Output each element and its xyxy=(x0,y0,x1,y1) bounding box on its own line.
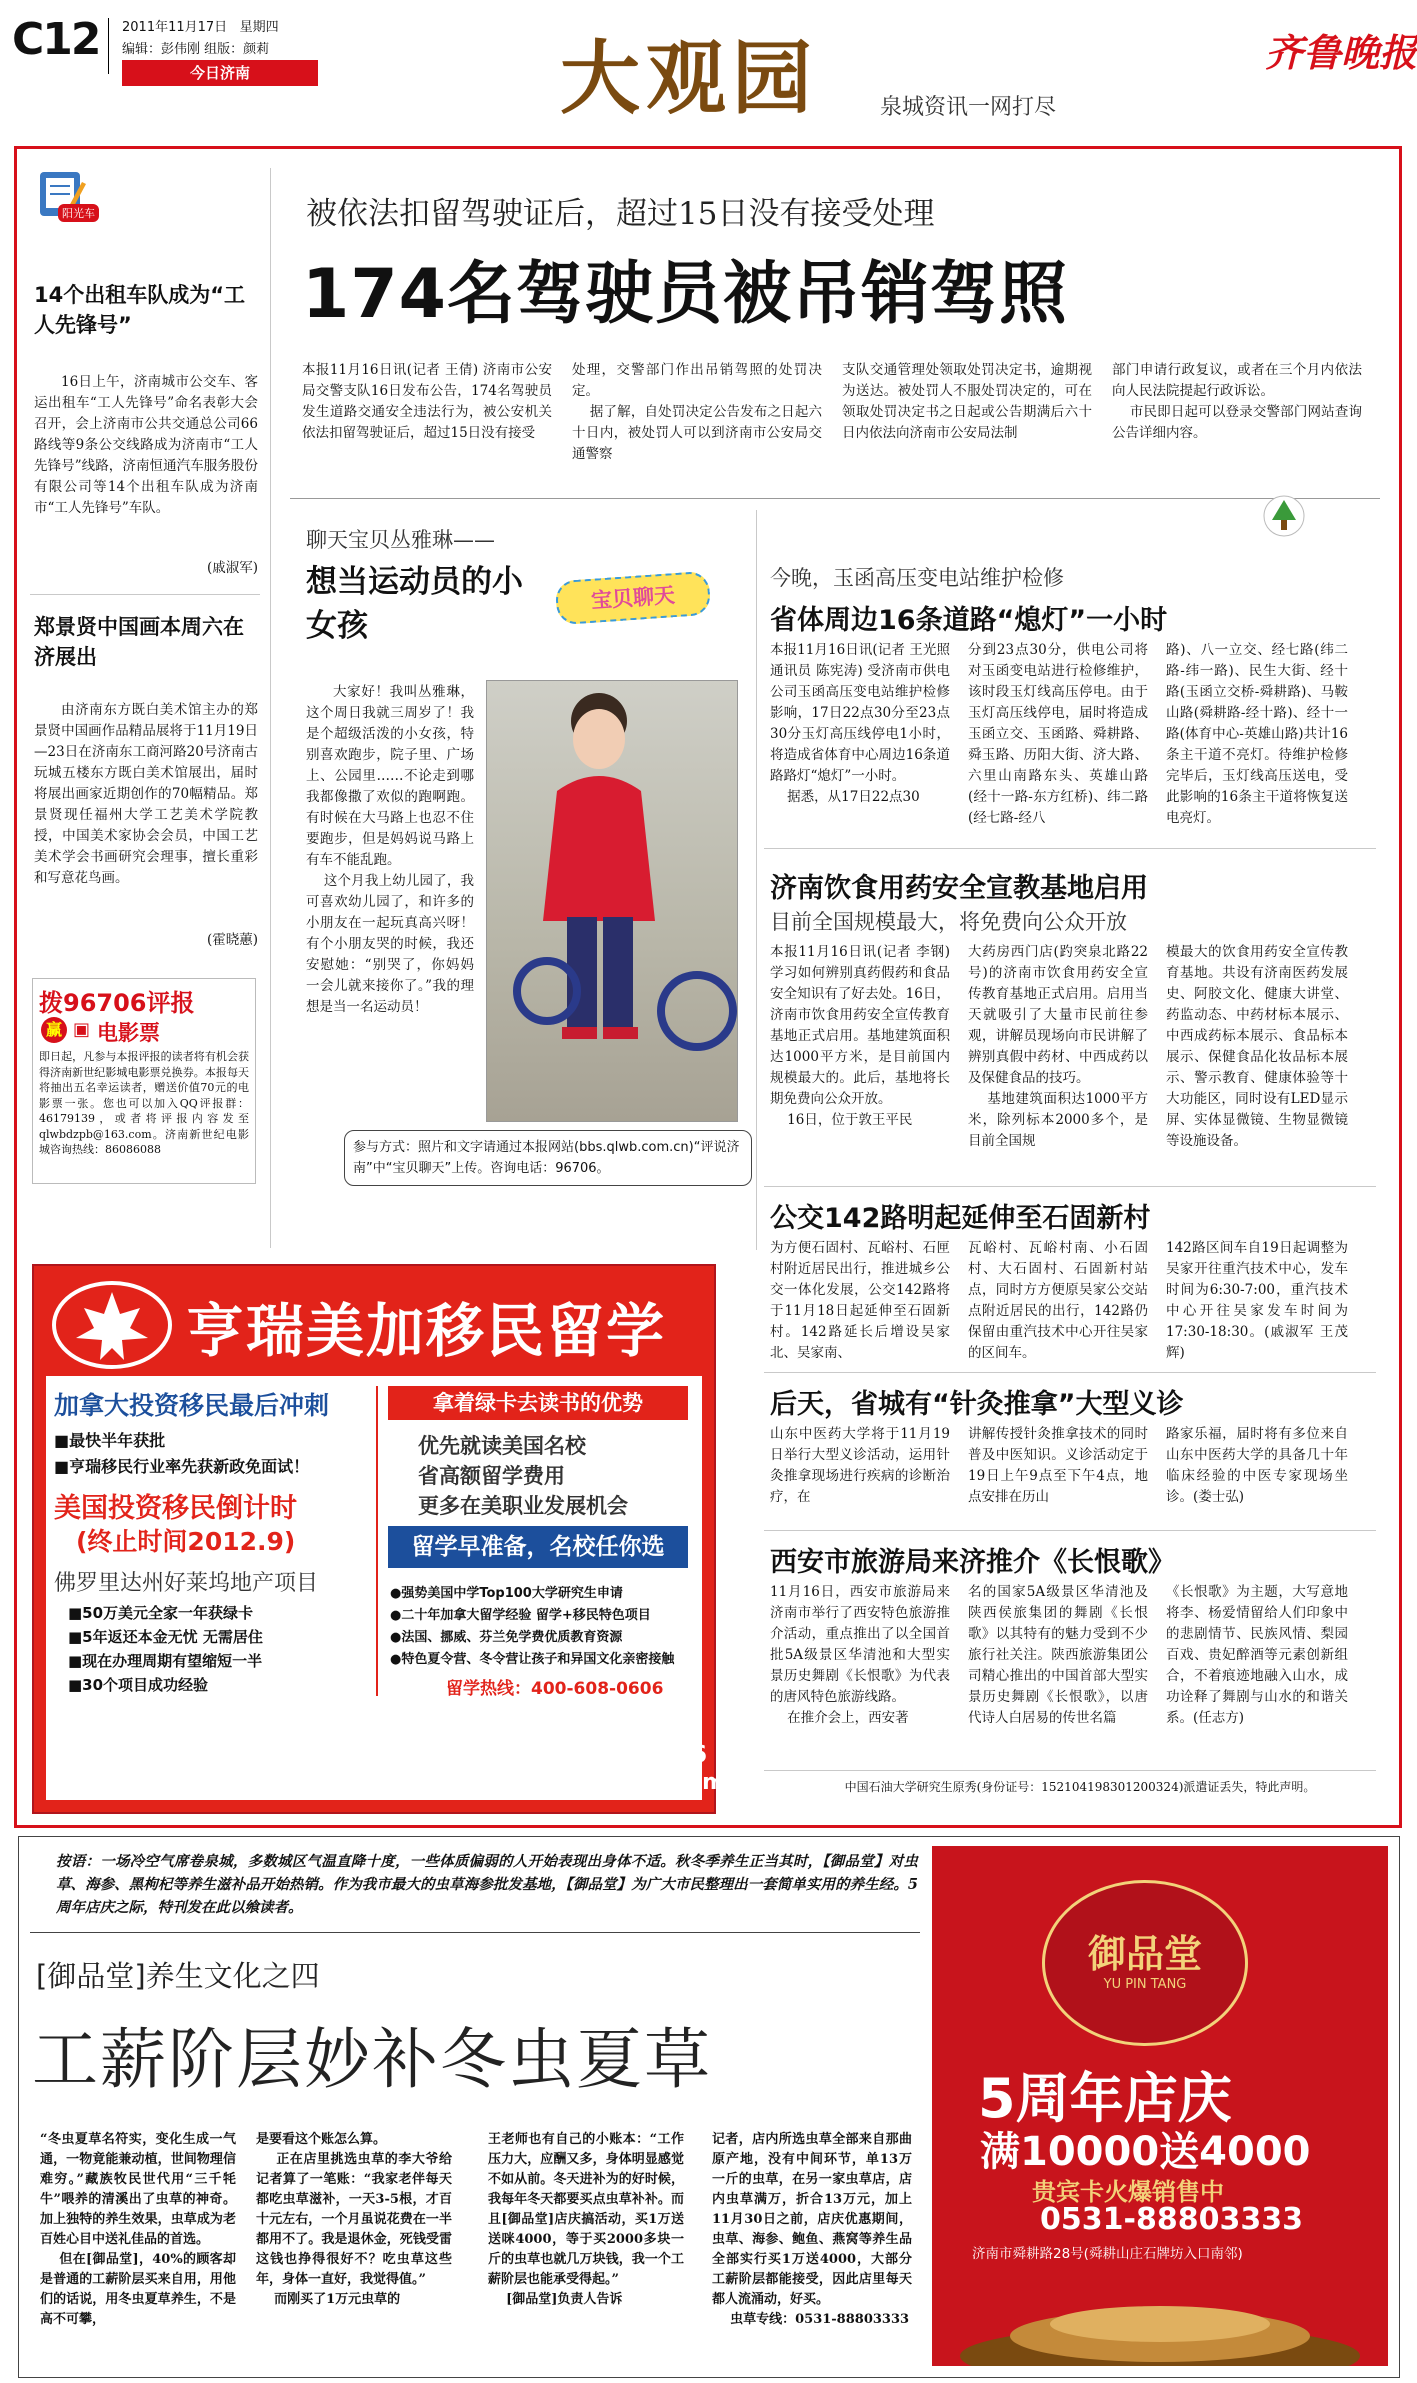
project-item-2: ■5年返还本金无忧 无需居住 xyxy=(68,1628,263,1646)
immigration-consult[interactable]: 咨询热线：0531-86916390 xyxy=(46,1742,363,1768)
power-col-2: 分到23点30分，供电公司将对玉函变电站进行检修维护，该时段玉灯线高压停电。由于玉灯高压线停电，届时将造成玉函立交、玉函路、舜耕路、舜玉路、历阳大街、济大路、六里山南路东头、英雄山路(经十一路-东方红桥)、纬二路(经七路-经八 xyxy=(968,642,1148,826)
power-col-3: 路)、八一立交、经七路(纬二路-纬一路)、民生大街、经十路(玉函立交桥-舜耕路)、马鞍山路(舜耕路-经十路)、经十一路(体育中心-英雄山路)共计16条主干道不亮灯。待维护检修完毕后，玉灯线高压送电，受此影响的16条主干道将恢复送电亮灯。 xyxy=(1166,642,1348,826)
food-subhead: 目前全国规模最大，将免费向公众开放 xyxy=(770,910,1127,934)
issue-date: 2011年11月17日 xyxy=(122,20,228,35)
sidebar-story2-byline: (霍晓蕙) xyxy=(206,932,258,948)
lost-notice: 中国石油大学研究生原秀(身份证号：152104198301200324)派遣证丢失，特此声明。 xyxy=(844,1780,1316,1794)
yupintang-logo-en: YU PIN TANG xyxy=(1103,1977,1187,1992)
sidebar-story1-title: 14个出租车队成为“工人先锋号” xyxy=(34,283,246,337)
tree-logo-icon xyxy=(1262,494,1306,542)
project-item-3: ■现在办理周期有望缩短一半 xyxy=(68,1652,263,1670)
baby-headline: 想当运动员的小女孩 xyxy=(306,564,523,644)
lead-col-3: 支队交通管理处领取处罚决定书，逾期视为送达。被处罚人不服处罚决定的，可在领取处罚决定书之日起或公告期满后六十日内依法向济南市公安局法制 xyxy=(842,362,1092,441)
baby-kicker: 聊天宝贝丛雅琳—— xyxy=(306,528,495,552)
baby-participation: 参与方式：照片和文字请通过本报网站(bbs.qlwb.com.cn)“评说济南”中“宝贝聊天”上传。咨询电话：96706。 xyxy=(344,1130,752,1186)
lead-col-2: 处理，交警部门作出吊销驾照的处罚决定。 据了解，自处罚决定公告发布之日起六十日内，被处罚人可以到济南市公安局交通警察 xyxy=(572,362,823,462)
section-tag: 今日济南 xyxy=(122,60,318,86)
lead-headline: 174名驾驶员被吊销驾照 xyxy=(302,255,1068,334)
yupintang-vip: 贵宾卡火爆销售中 xyxy=(1032,2178,1224,2206)
study-item-1: ●强势美国中学Top100大学研究生申请 xyxy=(390,1586,623,1601)
herb-col-3: 王老师也有自己的小账本：“工作压力大，应酬又多，身体明显感觉不如从前。冬天进补为的好时候，我每年冬天都要买点虫草补补。而且[御品堂]店庆搞活动，买1万送送咪4000，等于买2000多块一斤的虫草也就几万块钱，我一个工薪阶层也能承受得起。” [御品堂]负责人告诉 xyxy=(488,2132,684,2307)
food-col-3: 模最大的饮食用药安全宣传教育基地。共设有济南医药发展史、阿胶文化、健康大讲堂、药监动态、中药材标本展示、中西成药标本展示、食品标本展示、保健食品化妆品标本展示、警示教育、健康体验等十大功能区，同时设有LED显示屏、实体显微镜、生物显微镜等设施设备。 xyxy=(1166,944,1348,1149)
acu-col-1: 山东中医药大学将于11月19日举行大型义诊活动，运用针灸推拿现场进行疾病的诊断治疗，在 xyxy=(770,1426,950,1505)
yupintang-logo-cn: 御品堂 xyxy=(1087,1931,1202,1976)
promo-subtitle: 电影票 xyxy=(97,1021,160,1045)
bus-col-3: 142路区间车自19日起调整为吴家开往重汽技术中心，发车时间为6:30-7:00，重汽技术中心开往吴家发车时间为17:30-18:30。(戚淑军 王茂辉) xyxy=(1166,1240,1348,1361)
promo-badge: 赢 xyxy=(41,1017,67,1043)
yupintang-phone[interactable]: 0531-88803333 xyxy=(1040,2202,1303,2237)
right-item-3: 更多在美职业发展机会 xyxy=(418,1494,628,1518)
page-number: C12 xyxy=(12,14,100,65)
sidebar-story2-body: 由济南东方既白美术馆主办的郑景贤中国画作品精品展将于11月19日—23日在济南东工商河路20号济南古玩城五楼东方既白美术馆展出，届时将展出画家近期创作的70幅精品。郑景贤现任福州大学工艺美术学院教授，中国美术家协会会员，中国工艺美术学会书画研究会理事，擅长重彩和写意花鸟画。 xyxy=(34,702,258,886)
yupintang-ad[interactable] xyxy=(932,1846,1388,2366)
immigration-hotline24[interactable]: 24小时热线：13605317156 xyxy=(384,1742,708,1768)
sidebar-story1-body: 16日上午，济南城市公交车、客运出租车“工人先锋号”命名表彰大会召开，会上济南市公共交通总公司66路线等9条公交线路成为济南市“工人先锋号”线路，济南恒通汽车服务股份有限公司等14个出租车队成为济南市“工人先锋号”车队。 xyxy=(34,374,258,516)
film-icon: ▣ xyxy=(73,1019,91,1040)
xian-col-2: 名的国家5A级景区华清池及陕西侯旅集团的舞剧《长恨歌》以其特有的魅力受到不少旅行社关注。陕西旅游集团公司精心推出的中国首部大型实景历史舞剧《长恨歌》，以唐代诗人白居易的传世名篇 xyxy=(968,1584,1148,1726)
paper-name: 齐鲁晚报 xyxy=(1265,30,1417,75)
study-hotline[interactable]: 留学热线：400-608-0606 xyxy=(446,1679,664,1699)
acu-headline: 后天，省城有“针灸推拿”大型义诊 xyxy=(770,1389,1184,1420)
acu-col-2: 讲解传授针灸推拿技术的同时普及中医知识。义诊活动定于19日上午9点至下午4点，地点安排在历山 xyxy=(968,1426,1148,1505)
food-col-2: 大药房西门店(趵突泉北路22号)的济南市饮食用药安全宣传教育基地正式启用。启用当天就吸引了大量市民前往参观，讲解员现场向市民讲解了辨别真假中药材、中西成药以及保健食品的技巧。 基地建筑面积达1000平方米，除列标本2000多个，是目前全国规 xyxy=(968,944,1148,1149)
slogan: 泉城资讯一网打尽 xyxy=(880,95,1057,120)
sidebar-logo-text: 阳光车 xyxy=(58,204,99,222)
immigration-left-item-1: ■最快半年获批 xyxy=(54,1431,166,1450)
promo-box xyxy=(32,978,256,1184)
right-item-1: 优先就读美国名校 xyxy=(418,1434,586,1458)
power-kicker: 今晚，玉函高压变电站维护检修 xyxy=(770,566,1064,590)
herb-col-2: 是要看这个账怎么算。 正在店里挑选虫草的李大爷给记者算了一笔账：“我家老伴每天都吃虫草滋补，一天3-5根，才百十元左右，一个月虽说花费在一半都用不了。我是退休金，死钱受雷这钱也挣得很好不？吃虫草这些年，身体一直好，我觉得值。” 而刚买了1万元虫草的 xyxy=(256,2132,452,2307)
lead-col-1: 本报11月16日讯(记者 王倩) 济南市公安局交警支队16日发布公告，174名驾驶员发生道路交通安全违法行为，被公安机关依法扣留驾驶证后，超过15日没有接受 xyxy=(302,362,552,441)
baby-badge: 宝贝聊天 xyxy=(555,571,712,626)
issue-date-line xyxy=(122,16,279,35)
immigration-project: 佛罗里达州好莱坞地产项目 xyxy=(54,1571,319,1596)
yupintang-logo xyxy=(1042,1880,1248,2046)
yupintang-anniversary: 5周年店庆 xyxy=(978,2067,1232,2130)
baby-photo xyxy=(486,680,738,1122)
issue-weekday: 星期四 xyxy=(239,20,279,35)
immigration-countdown: 美国投资移民倒计时 xyxy=(54,1493,297,1524)
xian-col-1: 11月16日，西安市旅游局来济南市举行了西安特色旅游推介活动，重点推出了以全国首批5A级景区华清池和大型实景历史舞剧《长恨歌》为代表的唐风特色旅游线路。 在推介会上，西安著 xyxy=(770,1584,950,1726)
sidebar-story1-byline: (戚淑军) xyxy=(206,560,258,576)
power-headline: 省体周边16条道路“熄灯”一小时 xyxy=(770,605,1168,636)
project-item-1: ■50万美元全家一年获绿卡 xyxy=(68,1604,254,1622)
maple-leaf-icon xyxy=(52,1280,172,1374)
herb-col-1: “冬虫夏草名符实，变化生成一气通，一物竟能兼动植，世间物理信难穷。”藏族牧民世代用“三千牦牛”喂养的清溪出了虫草的神奇。加上独特的养生效果，虫草成为老百姓心目中送礼佳品的首选。 但在[御品堂]，40%的顾客却是普通的工薪阶层买来自用，用他们的话说，用冬虫夏草养生，不是高不可攀， xyxy=(40,2132,236,2327)
immigration-ad[interactable] xyxy=(32,1264,726,1814)
study-item-2: ●二十年加拿大留学经验 留学+移民特色项目 xyxy=(390,1608,651,1623)
project-item-4: ■30个项目成功经验 xyxy=(68,1676,209,1694)
lead-kicker: 被依法扣留驾驶证后，超过15日没有接受处理 xyxy=(306,196,935,232)
immigration-right-title: 拿着绿卡去读书的优势 xyxy=(388,1386,688,1420)
immigration-website[interactable]: www.visa800.com xyxy=(502,1770,726,1795)
xian-headline: 西安市旅游局来济推介《长恨歌》 xyxy=(770,1547,1175,1578)
lead-col-4: 部门申请行政复议，或者在三个月内依法向人民法院提起行政诉讼。 市民即日起可以登录交警部门网站查询公告详细内容。 xyxy=(1112,362,1363,441)
baby-body: 大家好！我叫丛雅琳，这个周日我就三周岁了！我是个超级活泼的小女孩，特别喜欢跑步，院子里、广场上、公园里……不论走到哪我都像撒了欢似的跑啊跑。有时候在大马路上也忍不住要跑步，但是妈妈说马路上有车不能乱跑。 这个月我上幼儿园了，我可喜欢幼儿园了，和许多的小朋友在一起玩真高兴呀！有个小朋友哭的时候，我还安慰她：“别哭了，你妈妈一会儿就来接你了。”我的理想是当一名运动员！ xyxy=(306,684,475,1015)
immigration-left-title: 加拿大投资移民最后冲刺 xyxy=(54,1391,330,1420)
herb-series: [御品堂]养生文化之四 xyxy=(36,1959,320,1993)
right-item-2: 省高额留学费用 xyxy=(418,1464,565,1488)
cordyceps-image xyxy=(932,2266,1388,2366)
study-item-4: ●特色夏令营、冬令营让孩子和异国文化亲密接触 xyxy=(390,1652,675,1667)
bus-col-2: 瓦峪村、瓦峪村南、小石固村、大石固村、石固新村站点，同时方方便原吴家公交站点附近居民的出行，142路仍保留由重汽技术中心开往吴家的区间车。 xyxy=(968,1240,1148,1361)
immigration-left-item-2: ■亨瑞移民行业率先获新政免面试！ xyxy=(54,1457,310,1476)
promo-body: 即日起，凡参与本报评报的读者将有机会获得济南新世纪影城电影票兑换券。本报每天将抽出五名幸运读者，赠送价值70元的电影票一张。您也可以加入QQ评报群：46179139，或者将评报内容发至qlwbdzpb@163.com。济南新世纪电影城咨询热线：86086088 xyxy=(39,1050,249,1156)
column-title: 大观园 xyxy=(560,31,818,125)
study-item-3: ●法国、挪威、芬兰免学费优质教育资源 xyxy=(390,1630,623,1645)
yupintang-promo: 满10000送4000 xyxy=(980,2129,1311,2175)
editors: 编辑：彭伟刚 组版：颜莉 xyxy=(122,42,270,57)
study-banner: 留学早准备，名校任你选 xyxy=(388,1526,688,1568)
food-headline: 济南饮食用药安全宣教基地启用 xyxy=(770,873,1148,904)
xian-col-3: 《长恨歌》为主题，大写意地将李、杨爱情留给人们印象中的悲剧情节、民族风情、梨园百戏、贵妃醉酒等元素创新组合，不着痕迹地融入山水，成功诠释了舞剧与山水的和谐关系。(任志方) xyxy=(1166,1584,1348,1726)
herb-col-4: 记者，店内所选虫草全部来自那曲原产地，没有中间环节，单13万一斤的虫草，在另一家虫草店，店内虫草满万，折合13万元，加上11月30日之前，店庆优惠期间，虫草、海参、鲍鱼、燕窝等养生品全部实行买1万送4000，大部分工薪阶层都能接受，因此店里每天都人流涌动，好买。 虫草专线：0531-88803333 xyxy=(712,2132,912,2327)
immigration-address: 办公地点：泺源大街68号玉泉森信大酒店B16层 xyxy=(46,1776,434,1797)
lead-body xyxy=(302,360,1362,486)
bus-col-1: 为方便石固村、瓦峪村、石匣村附近居民出行，推进城乡公交一体化发展，公交142路将于11月18日起延伸至石固新村。142路延长后增设吴家北、吴家南、 xyxy=(770,1240,950,1361)
immigration-brand: 亨瑞美加移民留学 xyxy=(186,1297,667,1365)
herb-intro: 按语：一场冷空气席卷泉城，多数城区气温直降十度，一些体质偏弱的人开始表现出身体不适。秋冬季养生正当其时，【御品堂】对虫草、海参、黑枸杞等养生滋补品开始热销。作为我市最大的虫草海参批发基地，【御品堂】为广大市民整理出一套简单实用的养生经。5周年店庆之际，特刊发在此以飨读者。 xyxy=(56,1853,918,1916)
yupintang-address: 济南市舜耕路28号(舜耕山庄石牌坊入口南邻) xyxy=(972,2246,1243,2262)
immigration-countdown-note: (终止时间2012.9) xyxy=(76,1527,296,1556)
sidebar-story2-title: 郑景贤中国画本周六在济展出 xyxy=(34,615,244,669)
power-col-1: 本报11月16日讯(记者 王光照 通讯员 陈宪涛) 受济南市供电公司玉函高压变电站维护检修影响，17日22点30分至23点30分玉灯高压线停电1小时，将造成省体育中心周边16条道路路灯“熄灯”一小时。 据悉，从17日22点30 xyxy=(770,642,950,805)
herb-headline: 工薪阶层妙补冬虫夏草 xyxy=(32,2021,712,2098)
promo-title: 拨96706评报 xyxy=(39,989,195,1017)
food-col-1: 本报11月16日讯(记者 李钢) 学习如何辨别真药假药和食品安全知识有了好去处。16日，济南市饮食用药安全宣传教育基地正式启用。基地建筑面积达1000平方米，是目前国内规模最大的。此后，基地将长期免费向公众开放。 16日，位于敦王平民 xyxy=(770,944,950,1128)
bus-headline: 公交142路明起延伸至石固新村 xyxy=(770,1203,1151,1234)
acu-col-3: 路家乐福，届时将有多位来自山东中医药大学的具备几十年临床经验的中医专家现场坐诊。(娄士弘) xyxy=(1166,1426,1348,1505)
